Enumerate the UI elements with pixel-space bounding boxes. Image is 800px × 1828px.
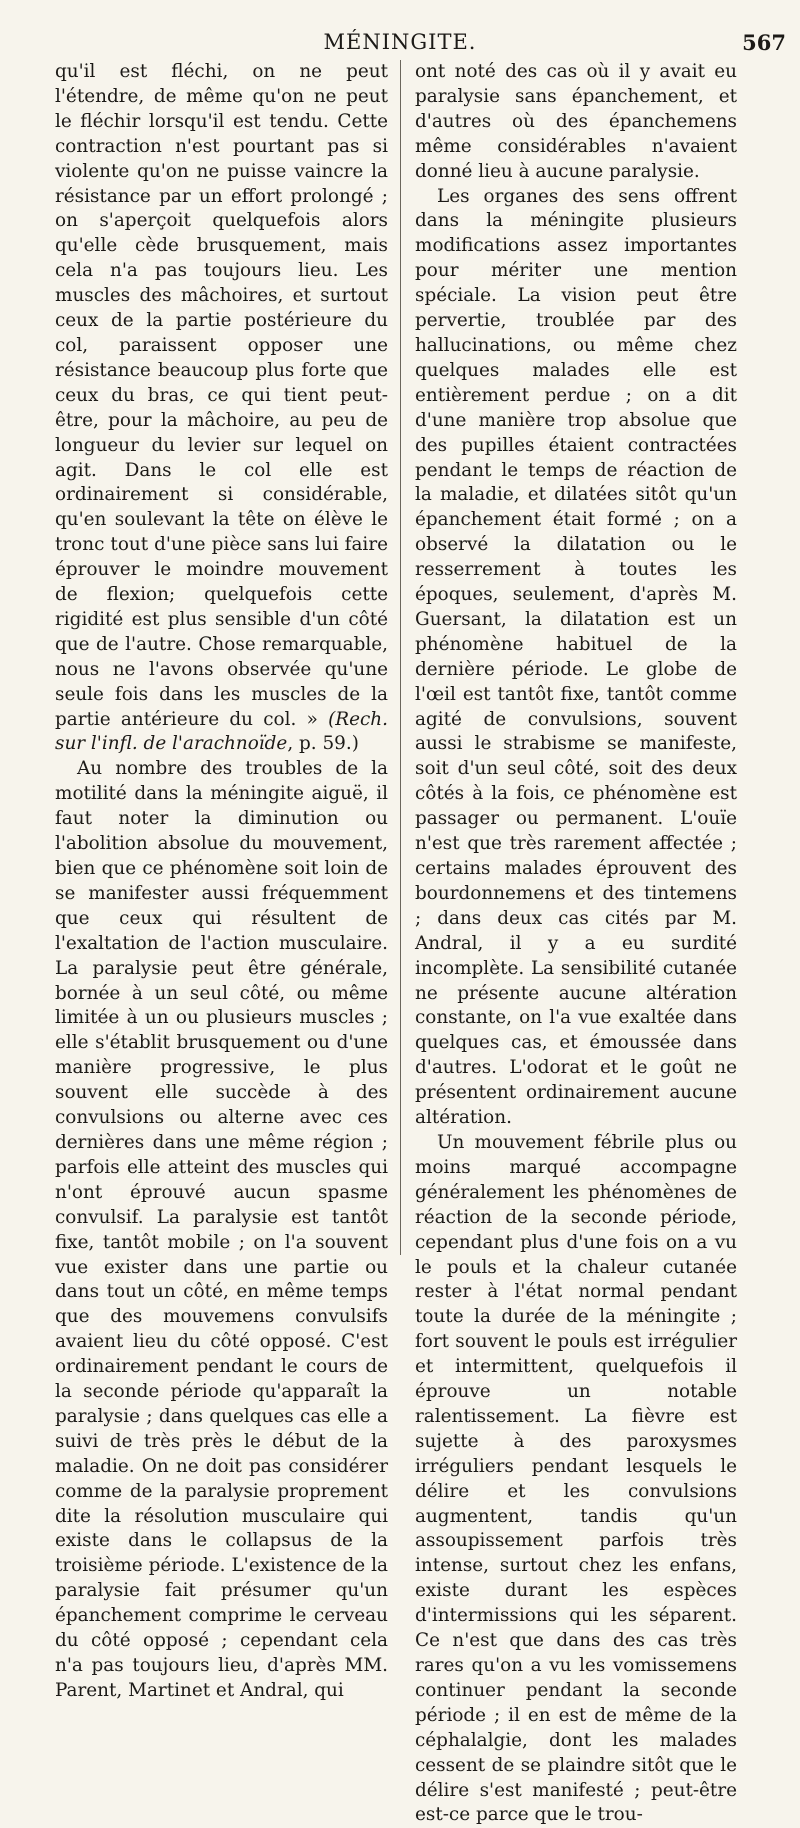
column-divider bbox=[400, 60, 401, 1255]
running-header-title: MÉNINGITE. bbox=[323, 30, 477, 54]
left-column bbox=[55, 60, 388, 1704]
right-column bbox=[415, 60, 737, 1828]
page-number: 567 bbox=[742, 30, 786, 55]
paragraph: ont noté des cas où il y avait eu paralysie sans épanchement, et d'autres où des épanchemens même considérables n'avaient donné lieu à aucune paralysie. bbox=[415, 61, 737, 182]
citation-end: , p. 59.) bbox=[287, 733, 359, 755]
paragraph bbox=[55, 60, 388, 757]
paragraph: Un mouvement fébrile plus ou moins marqué accompagne généralement les phénomènes de réaction de la seconde période, cependant plus d'une fois on a vu le pouls et la chaleur cutanée rester à l'état normal pendant toute la durée de la méningite ; fort souvent le pouls est irrégulier et intermittent, quelquefois il éprouve un notable ralentissement. La fièvre est sujette à des paroxysmes irréguliers pendant lesquels le délire et les convulsions augmentent, tandis qu'un assoupissement parfois très intense, surtout chez les enfans, existe durant les espèces d'intermissions qui les séparent. Ce n'est que dans des cas très rares qu'on a vu les vomissemens continuer pendant la seconde période ; il en est de même de la céphalalgie, dont les malades cessent de se plaindre sitôt que le délire s'est manifesté ; peut-être est-ce parce que le trou- bbox=[415, 1131, 737, 1826]
paragraph-text: qu'il est fléchi, on ne peut l'étendre, de même qu'on ne peut le fléchir lorsqu'il est tendu. Cette contraction n'est pourtant pas si violente qu'on ne puisse vaincre la résistance par un effort prolongé ; on s'aperçoit quelquefois alors qu'elle cède brusquement, mais cela n'a pas toujours lieu. Les muscles des mâchoires, et surtout ceux de la partie postérieure du col, paraissent opposer une résistance beaucoup plus forte que ceux du bras, ce qui tient peut-être, pour la mâchoire, au peu de longueur du levier sur lequel on agit. Dans le col elle est ordinairement si considérable, qu'en soulevant la tête on élève le tronc tout d'une pièce sans lui faire éprouver le moindre mouvement de flexion; quelquefois cette rigidité est plus sensible d'un côté que de l'autre. Chose remarquable, nous ne l'avons observée qu'une seule fois dans les muscles de la partie antérieure du col. » bbox=[55, 61, 388, 730]
paragraph: Les organes des sens offrent dans la méningite plusieurs modifications assez importantes pour mériter une mention spéciale. La vision peut être pervertie, troublée par des hallucinations, ou même chez quelques malades elle est entièrement perdue ; on a dit d'une manière trop absolue que des pupilles étaient contractées pendant le temps de réaction de la maladie, et dilatées sitôt qu'un épanchement était formé ; on a observé la dilatation ou le resserrement à toutes les époques, seulement, d'après M. Guersant, la dilatation est un phénomène habituel de la dernière période. Le globe de l'œil est tantôt fixe, tantôt comme agité de convulsions, souvent aussi le strabisme se manifeste, soit d'un seul côté, soit des deux côtés à la fois, ce phénomène est passager ou permanent. L'ouïe n'est que très rarement affectée ; certains malades éprouvent des bourdonnemens et des tintemens ; dans deux cas cités par M. Andral, il y a eu surdité incomplète. La sensibilité cutanée ne présente aucune altération constante, on l'a vue exaltée dans quelques cas, et émoussée dans d'autres. L'odorat et le goût ne présentent ordinairement aucune altération. bbox=[415, 185, 737, 1129]
paragraph: Au nombre des troubles de la motilité dans la méningite aiguë, il faut noter la diminution ou l'abolition absolue du mouvement, bien que ce phénomène soit loin de se manifester aussi fréquemment que ceux qui résultent de l'exaltation de l'action musculaire. La paralysie peut être générale, bornée à un seul côté, ou même limitée à un ou plusieurs muscles ; elle s'établit brusquement ou d'une manière progressive, le plus souvent elle succède à des convulsions ou alterne avec ces dernières dans une même région ; parfois elle atteint des muscles qui n'ont éprouvé aucun spasme convulsif. La paralysie est tantôt fixe, tantôt mobile ; on l'a souvent vue exister dans une partie ou dans tout un côté, en même temps que des mouvemens convulsifs avaient lieu du côté opposé. C'est ordinairement pendant le cours de la seconde période qu'apparaît la paralysie ; dans quelques cas elle a suivi de très près le début de la maladie. On ne doit pas considérer comme de la paralysie proprement dite la résolution musculaire qui existe dans le collapsus de la troisième période. L'existence de la paralysie fait présumer qu'un épanchement comprime le cerveau du côté opposé ; cependant cela n'a pas toujours lieu, d'après MM. Parent, Martinet et Andral, qui bbox=[55, 758, 388, 1701]
citation: (Rech. sur l'infl. de l'arachnoïde bbox=[55, 708, 388, 755]
